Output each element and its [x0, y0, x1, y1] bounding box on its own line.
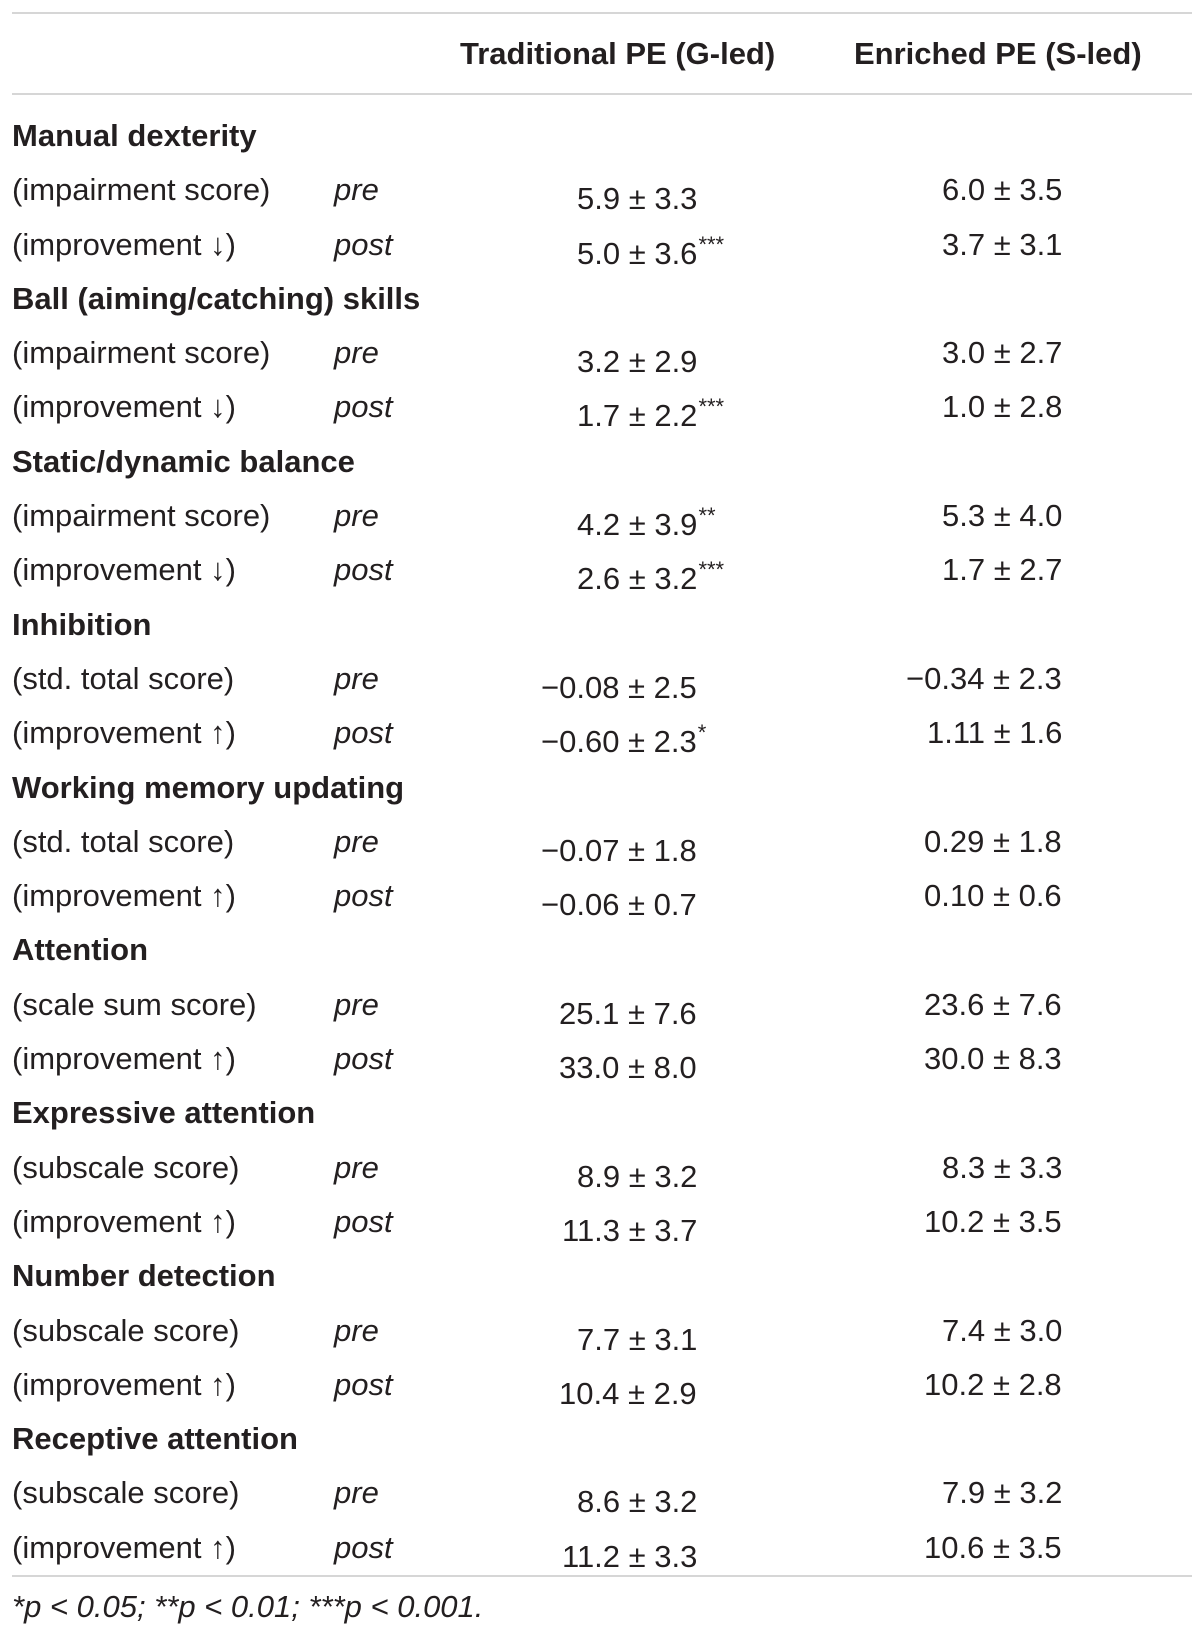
traditional-value-cell — [577, 1313, 698, 1358]
traditional-value-cell — [577, 498, 716, 543]
traditional-value: 5.0 ± 3.6 — [577, 235, 698, 271]
enriched-value-cell — [942, 227, 1062, 263]
section-title: Attention — [12, 932, 149, 968]
enriched-value: 0.10 ± 0.6 — [924, 878, 1062, 914]
enriched-value-cell — [924, 1041, 1062, 1077]
time-point: pre — [334, 335, 379, 371]
measure-label: (subscale score) — [12, 1475, 240, 1511]
enriched-value: 7.9 ± 3.2 — [942, 1475, 1063, 1511]
enriched-value: 30.0 ± 8.3 — [924, 1041, 1062, 1077]
enriched-value-cell — [924, 878, 1062, 914]
table-row — [12, 869, 1192, 923]
table-row — [12, 978, 1192, 1032]
traditional-value: −0.06 ± 0.7 — [541, 887, 697, 923]
measure-label: (improvement ↓) — [12, 226, 236, 262]
header-traditional-pe: Traditional PE (G-led) — [460, 36, 776, 71]
section-title-row — [12, 598, 1192, 652]
significance-marker: *** — [698, 231, 725, 257]
enriched-value: 8.3 ± 3.3 — [942, 1149, 1063, 1185]
traditional-value: 4.2 ± 3.9 — [577, 507, 698, 543]
table-row — [12, 652, 1192, 706]
enriched-value: 5.3 ± 4.0 — [942, 498, 1063, 534]
measure-label: (subscale score) — [12, 1149, 240, 1185]
traditional-value: 8.9 ± 3.2 — [577, 1158, 698, 1194]
table-row — [12, 543, 1192, 597]
significance-marker: * — [697, 720, 707, 746]
enriched-value-cell — [942, 1313, 1062, 1349]
enriched-value-cell — [942, 552, 1062, 588]
time-point: pre — [334, 823, 379, 859]
results-table — [12, 12, 1192, 1625]
table-row — [12, 1304, 1192, 1358]
section-title-row — [12, 923, 1192, 977]
enriched-value-cell — [924, 1367, 1062, 1403]
table-row — [12, 1466, 1192, 1520]
table-row — [12, 326, 1192, 380]
enriched-value: 1.11 ± 1.6 — [927, 715, 1063, 751]
measure-label: (improvement ↑) — [12, 878, 236, 914]
table-row — [12, 489, 1192, 543]
section-title: Working memory updating — [12, 769, 405, 805]
time-point: post — [334, 1203, 393, 1239]
section-title-row — [12, 109, 1192, 163]
measure-label: (impairment score) — [12, 498, 271, 534]
measure-label: (improvement ↑) — [12, 1366, 236, 1402]
enriched-value: 1.0 ± 2.8 — [942, 389, 1063, 425]
enriched-value: 10.2 ± 3.5 — [924, 1203, 1062, 1239]
enriched-value: 0.29 ± 1.8 — [924, 823, 1062, 859]
section-title: Number detection — [12, 1258, 276, 1294]
traditional-value-cell — [541, 878, 698, 923]
traditional-value: 3.2 ± 2.9 — [577, 344, 698, 380]
section-title-row — [12, 1249, 1192, 1303]
table-row — [12, 218, 1192, 272]
enriched-value-cell — [942, 1150, 1062, 1186]
traditional-value-cell — [577, 552, 724, 597]
enriched-value-cell — [942, 498, 1062, 534]
traditional-value-cell — [577, 389, 724, 434]
table-row — [12, 163, 1192, 217]
significance-footnote: *p < 0.05; **p < 0.01; ***p < 0.001. — [12, 1589, 484, 1625]
enriched-value-cell — [942, 335, 1062, 371]
enriched-value-cell — [942, 389, 1062, 425]
time-point: pre — [334, 498, 379, 534]
enriched-value: 1.7 ± 2.7 — [942, 552, 1063, 588]
time-point: post — [334, 1041, 393, 1077]
time-point: pre — [334, 986, 379, 1022]
time-point: pre — [334, 1149, 379, 1185]
time-point: pre — [334, 1312, 379, 1348]
traditional-value: 11.2 ± 3.3 — [562, 1538, 698, 1574]
time-point: post — [334, 1529, 393, 1565]
time-point: pre — [334, 660, 379, 696]
enriched-value-cell — [942, 1475, 1062, 1511]
measure-label: (subscale score) — [12, 1312, 240, 1348]
enriched-value-cell — [942, 172, 1062, 208]
enriched-value: 10.6 ± 3.5 — [924, 1529, 1062, 1565]
traditional-value-cell — [562, 1530, 698, 1575]
traditional-value: 1.7 ± 2.2 — [577, 398, 698, 434]
measure-label: (improvement ↓) — [12, 552, 236, 588]
measure-label: (impairment score) — [12, 335, 271, 371]
measure-label: (std. total score) — [12, 660, 235, 696]
time-point: post — [334, 715, 393, 751]
enriched-value: 7.4 ± 3.0 — [942, 1312, 1063, 1348]
enriched-value-cell — [924, 987, 1062, 1023]
traditional-value-cell — [577, 1475, 698, 1520]
traditional-value-cell — [559, 1041, 698, 1086]
table-row — [12, 380, 1192, 434]
measure-label: (std. total score) — [12, 823, 235, 859]
traditional-value: 7.7 ± 3.1 — [577, 1321, 698, 1357]
table-body — [12, 95, 1192, 1575]
significance-marker: *** — [698, 557, 725, 583]
traditional-value-cell — [577, 335, 698, 380]
traditional-value-cell — [559, 1367, 698, 1412]
traditional-value: 8.6 ± 3.2 — [577, 1484, 698, 1520]
traditional-value-cell — [541, 661, 698, 706]
traditional-value-cell — [541, 824, 698, 869]
enriched-value-cell — [924, 1204, 1062, 1240]
measure-label: (improvement ↑) — [12, 1041, 236, 1077]
measure-label: (improvement ↑) — [12, 1203, 236, 1239]
measure-label: (improvement ↑) — [12, 1529, 236, 1565]
table-row — [12, 1032, 1192, 1086]
traditional-value: −0.60 ± 2.3 — [541, 724, 697, 760]
enriched-value-cell — [927, 715, 1062, 751]
section-title: Static/dynamic balance — [12, 443, 355, 479]
significance-marker: *** — [698, 394, 725, 420]
enriched-value: 3.0 ± 2.7 — [942, 335, 1063, 371]
section-title: Ball (aiming/catching) skills — [12, 280, 421, 316]
enriched-value-cell — [906, 661, 1062, 697]
section-title: Inhibition — [12, 606, 152, 642]
table-row — [12, 1195, 1192, 1249]
section-title-row — [12, 1086, 1192, 1140]
time-point: pre — [334, 172, 379, 208]
traditional-value-cell — [577, 1150, 698, 1195]
traditional-value: 5.9 ± 3.3 — [577, 181, 698, 217]
time-point: post — [334, 878, 393, 914]
significance-marker: ** — [698, 503, 716, 529]
table-header — [12, 14, 1192, 93]
section-title: Expressive attention — [12, 1095, 316, 1131]
table-row — [12, 1358, 1192, 1412]
table-row — [12, 706, 1192, 760]
enriched-value: 3.7 ± 3.1 — [942, 226, 1063, 262]
traditional-value: 2.6 ± 3.2 — [577, 561, 698, 597]
time-point: post — [334, 389, 393, 425]
section-title-row — [12, 435, 1192, 489]
traditional-value-cell — [541, 715, 706, 760]
traditional-value-cell — [577, 172, 698, 217]
traditional-value-cell — [562, 1204, 698, 1249]
enriched-value: 10.2 ± 2.8 — [924, 1366, 1062, 1402]
measure-label: (scale sum score) — [12, 986, 257, 1022]
traditional-value: 10.4 ± 2.9 — [559, 1375, 697, 1411]
time-point: pre — [334, 1475, 379, 1511]
measure-label: (improvement ↓) — [12, 389, 236, 425]
bottom-rule — [12, 1575, 1192, 1577]
enriched-value: 6.0 ± 3.5 — [942, 172, 1063, 208]
time-point: post — [334, 552, 393, 588]
enriched-value-cell — [924, 1530, 1062, 1566]
enriched-value-cell — [924, 824, 1062, 860]
enriched-value: −0.34 ± 2.3 — [906, 660, 1062, 696]
traditional-value-cell — [577, 227, 724, 272]
time-point: post — [334, 1366, 393, 1402]
measure-label: (impairment score) — [12, 172, 271, 208]
time-point: post — [334, 226, 393, 262]
table-row — [12, 1141, 1192, 1195]
traditional-value: 11.3 ± 3.7 — [562, 1212, 698, 1248]
section-title-row — [12, 272, 1192, 326]
table-row — [12, 1521, 1192, 1575]
section-title-row — [12, 761, 1192, 815]
section-title-row — [12, 1412, 1192, 1466]
traditional-value: −0.07 ± 1.8 — [541, 832, 697, 868]
enriched-value: 23.6 ± 7.6 — [924, 986, 1062, 1022]
section-title: Manual dexterity — [12, 118, 257, 153]
table-row — [12, 815, 1192, 869]
header-enriched-pe: Enriched PE (S-led) — [854, 36, 1142, 71]
traditional-value: 33.0 ± 8.0 — [559, 1050, 697, 1086]
traditional-value-cell — [559, 987, 698, 1032]
measure-label: (improvement ↑) — [12, 715, 236, 751]
section-title: Receptive attention — [12, 1421, 298, 1457]
traditional-value: −0.08 ± 2.5 — [541, 669, 697, 705]
traditional-value: 25.1 ± 7.6 — [559, 995, 697, 1031]
